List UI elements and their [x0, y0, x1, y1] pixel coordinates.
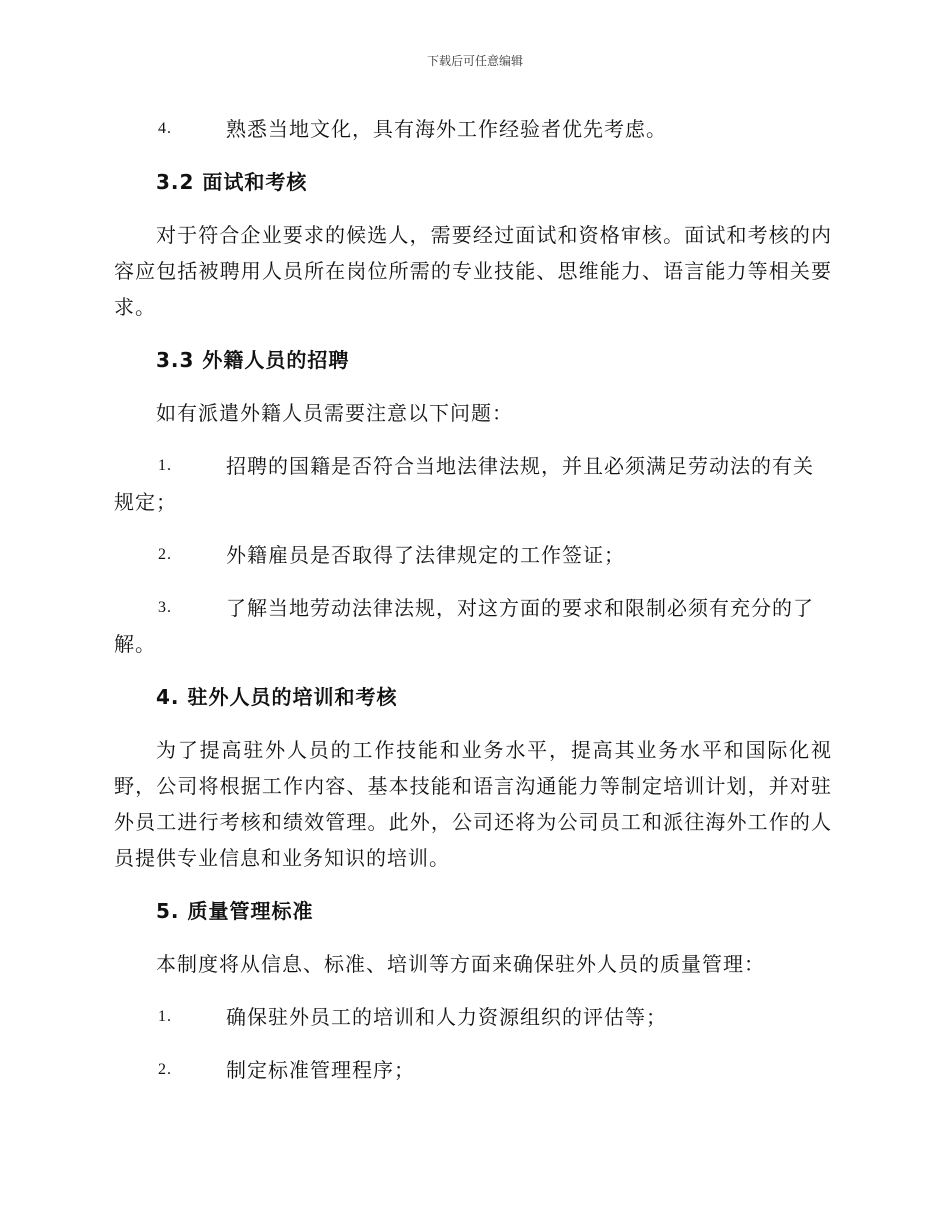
list-text: 外籍雇员是否取得了法律规定的工作签证； — [226, 543, 625, 567]
paragraph: 对于符合企业要求的候选人，需要经过面试和资格审核。面试和考核的内容应包括被聘用人员所在岗位所需的专业技能、思维能力、语言能力等相关要求。 — [114, 223, 832, 319]
section-heading: 3.3 外籍人员的招聘 — [156, 348, 350, 372]
list-number: 3. — [158, 599, 172, 616]
list-text: 确保驻外员工的培训和人力资源组织的评估等； — [226, 1005, 667, 1029]
list-item — [114, 590, 832, 662]
list-item — [114, 537, 832, 573]
list-text: 熟悉当地文化，具有海外工作经验者优先考虑。 — [226, 117, 667, 141]
list-number: 2. — [158, 1061, 172, 1078]
list-number: 2. — [158, 546, 172, 563]
list-number: 1. — [158, 1008, 172, 1025]
paragraph: 本制度将从信息、标准、培训等方面来确保驻外人员的质量管理： — [156, 952, 765, 976]
paragraph: 如有派遣外籍人员需要注意以下问题： — [156, 401, 513, 425]
section-heading: 4. 驻外人员的培训和考核 — [156, 685, 398, 709]
list-text: 制定标准管理程序； — [226, 1058, 415, 1082]
list-item — [114, 448, 832, 520]
list-item — [114, 1052, 832, 1088]
list-item — [114, 999, 832, 1035]
section-heading: 5. 质量管理标准 — [156, 899, 314, 923]
page-header: 下载后可任意编辑 — [426, 54, 523, 68]
list-text: 了解当地劳动法律法规，对这方面的要求和限制必须有充分的了解。 — [114, 596, 814, 656]
list-number: 1. — [158, 457, 172, 474]
paragraph: 为了提高驻外人员的工作技能和业务水平，提高其业务水平和国际化视野，公司将根据工作内容、基本技能和语言沟通能力等制定培训计划，并对驻外员工进行考核和绩效管理。此外，公司还将为公司员工和派往海外工作的人员提供专业信息和业务知识的培训。 — [114, 738, 832, 870]
document-body — [114, 111, 832, 1105]
list-item — [114, 111, 832, 147]
list-text: 招聘的国籍是否符合当地法律法规，并且必须满足劳动法的有关规定； — [114, 454, 814, 514]
section-heading: 3.2 面试和考核 — [156, 170, 308, 194]
list-number: 4. — [158, 120, 172, 137]
